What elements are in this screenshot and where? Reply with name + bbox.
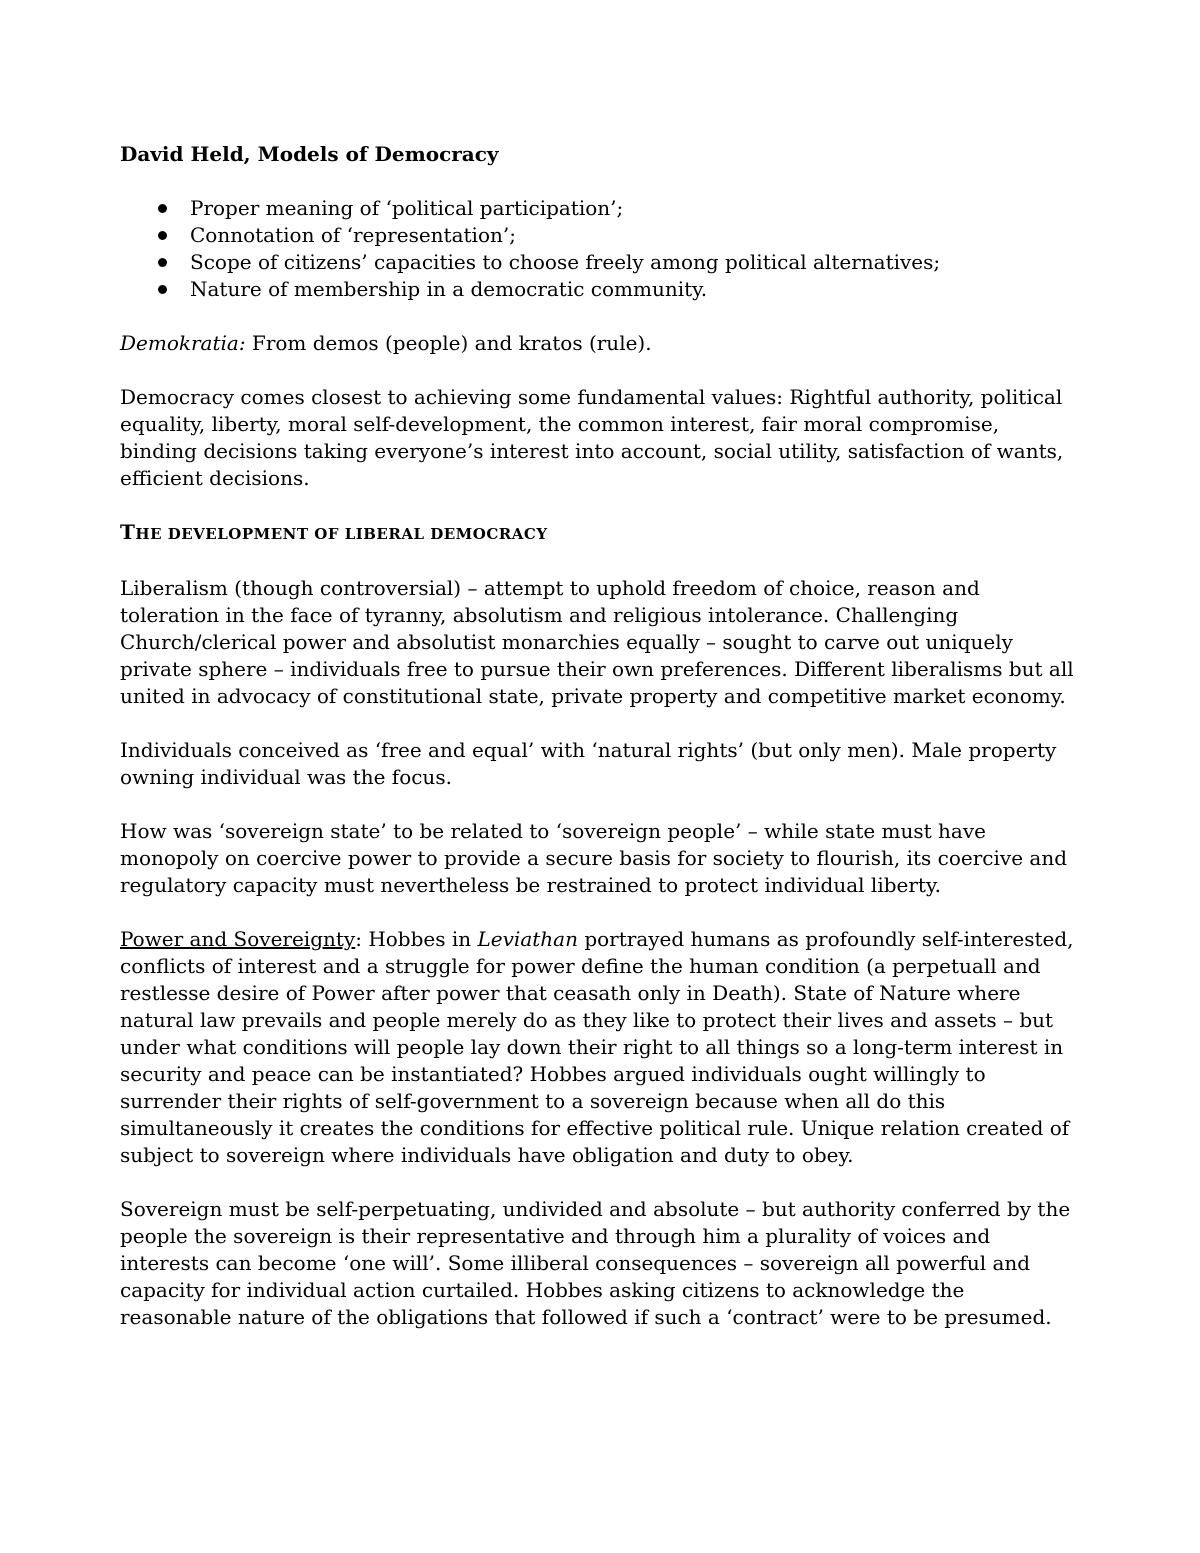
power-sovereignty-connector: : Hobbes in <box>355 927 478 951</box>
bullet-list <box>120 195 1080 303</box>
bullet-dot-icon <box>158 204 167 213</box>
bullet-text: Proper meaning of ‘political participation’; <box>190 196 624 220</box>
bullet-item <box>120 195 1080 222</box>
bullet-text: Nature of membership in a democratic community. <box>190 277 708 301</box>
bullet-item <box>120 276 1080 303</box>
document-title: David Held, Models of Democracy <box>120 142 499 166</box>
bullet-item <box>120 222 1080 249</box>
demokratia-paragraph <box>120 330 1080 357</box>
individuals-paragraph: Individuals conceived as ‘free and equal’ with ‘natural rights’ (but only men). Male property owning individual was the focus. <box>120 738 1057 789</box>
bullet-dot-icon <box>158 258 167 267</box>
bullet-dot-icon <box>158 285 167 294</box>
sovereign-must-paragraph: Sovereign must be self-perpetuating, undivided and absolute – but authority conferred by the people the sovereign is their representative and through him a plurality of voices and interests can become ‘one will’. Some illiberal consequences – sovereign all powerful and capacity for individual action curtailed. Hobbes asking citizens to acknowledge the reasonable nature of the obligations that followed if such a ‘contract’ were to be presumed. <box>120 1197 1071 1329</box>
leviathan-title: Leviathan <box>477 927 578 951</box>
section-heading <box>120 519 1080 548</box>
sovereign-state-paragraph: How was ‘sovereign state’ to be related to ‘sovereign people’ – while state must have monopoly on coercive power to provide a secure basis for society to flourish, its coercive and regulatory capacity must nevertheless be restrained to protect individual liberty. <box>120 819 1068 897</box>
bullet-dot-icon <box>158 231 167 240</box>
bullet-text: Connotation of ‘representation’; <box>190 223 516 247</box>
bullet-item <box>120 249 1080 276</box>
section-heading-initial: T <box>120 520 136 544</box>
demokratia-definition: From demos (people) and kratos (rule). <box>245 331 652 355</box>
liberalism-paragraph: Liberalism (though controversial) – attempt to uphold freedom of choice, reason and toleration in the face of tyranny, absolutism and religious intolerance. Challenging Church/clerical power and absolutist monarchies equally – sought to carve out uniquely private sphere – individuals free to pursue their own preferences. Different liberalisms but all united in advocacy of constitutional state, private property and competitive market economy. <box>120 576 1074 708</box>
power-sovereignty-text: portrayed humans as profoundly self-interested, conflicts of interest and a struggle for power define the human condition (a perpetuall and restlesse desire of Power after power that ceasath only in Death). State of Nature where natural law prevails and people merely do as they like to protect their lives and assets – but under what conditions will people lay down their right to all things so a long-term interest in security and peace can be instantiated? Hobbes argued individuals ought willingly to surrender their rights of self-government to a sovereign because when all do this simultaneously it creates the conditions for effective political rule. Unique relation created of subject to sovereign where individuals have obligation and duty to obey. <box>120 927 1074 1167</box>
values-paragraph: Democracy comes closest to achieving some fundamental values: Rightful authority, political equality, liberty, moral self-development, the common interest, fair moral compromise, binding decisions taking everyone’s interest into account, social utility, satisfaction of wants, efficient decisions. <box>120 385 1064 490</box>
document-body <box>120 141 1080 1358</box>
power-sovereignty-paragraph <box>120 926 1080 1169</box>
power-sovereignty-label: Power and Sovereignty <box>120 927 356 951</box>
section-heading-rest: HE DEVELOPMENT OF LIBERAL DEMOCRACY <box>135 525 548 543</box>
demokratia-term: Demokratia: <box>120 331 246 355</box>
bullet-text: Scope of citizens’ capacities to choose freely among political alternatives; <box>190 250 941 274</box>
